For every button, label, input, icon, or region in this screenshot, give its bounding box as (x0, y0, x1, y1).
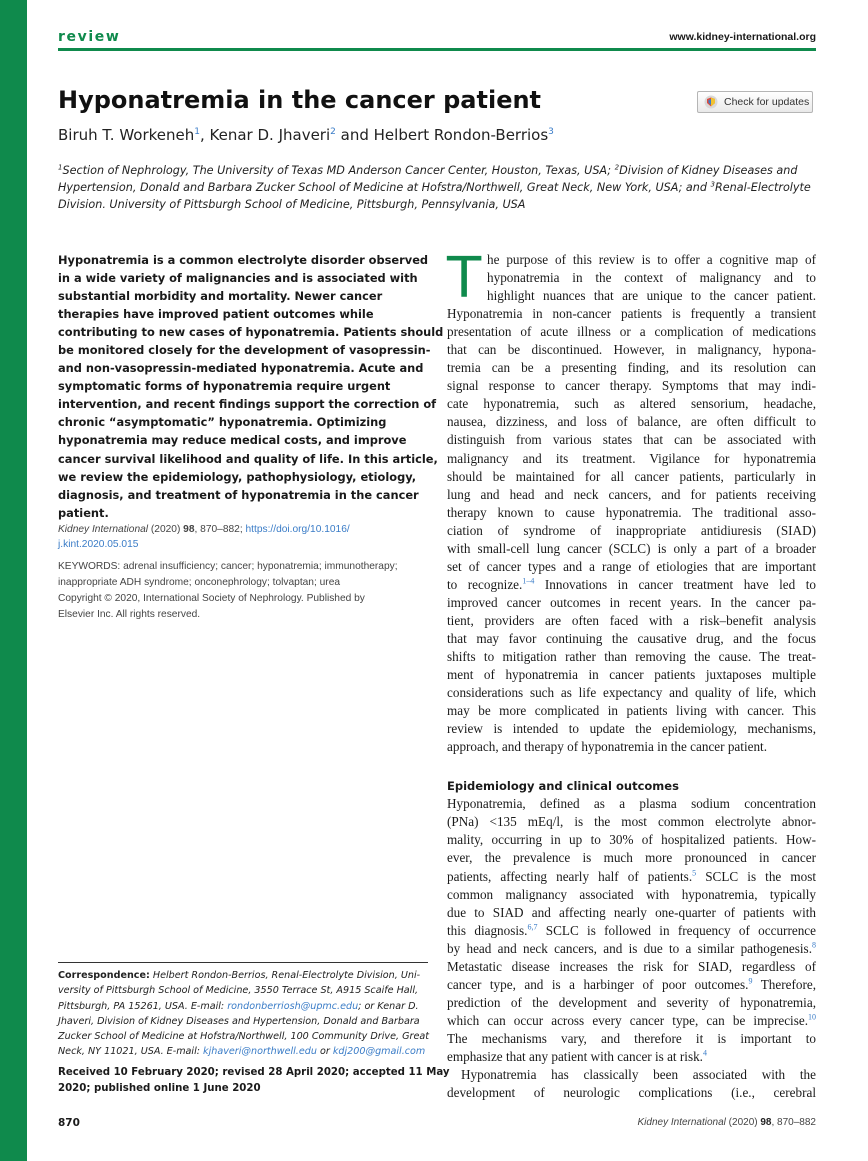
abstract-line: patient. (58, 505, 109, 520)
correspondence-line: versity of Pittsburgh School of Medicine, 3550 Terrace St, A915 Scaife Hall, (58, 985, 419, 997)
body-text: Therefore, (752, 976, 816, 992)
correspondence-text: or (316, 1046, 333, 1058)
citation (58, 522, 428, 552)
body-line (447, 868, 816, 886)
received-line: Received 10 February 2020; revised 28 April 2020; accepted 11 May (58, 1067, 450, 1078)
body-line: due to SIAD and affecting nearly one-quarter of patients with (447, 904, 816, 920)
copyright-line: Copyright © 2020, International Society of Nephrology. Published by (58, 593, 365, 604)
body-line: tient, providers are often faced with a risk–benefit analysis (447, 612, 816, 628)
copyright (58, 591, 428, 622)
body-line: mality, occurring in up to 30% of hospitalized patients. How- (447, 832, 816, 848)
body-line: ment of hyponatremia in cancer patients juxtaposes multiple (447, 667, 816, 683)
doi-link-continued[interactable]: j.kint.2020.05.015 (58, 539, 139, 550)
article-page (58, 0, 816, 1161)
page-number: 870 (58, 1117, 80, 1129)
body-line: set of cancer types and a range of etiologies that are important (447, 558, 816, 574)
body-text: which can occur across every cancer type, can be imprecise. (447, 1012, 808, 1028)
body-line: nausea, dizziness, and loss of balance, are often difficult to (447, 414, 816, 430)
body-line: that can be discontinued. However, in malignancy, hypona- (447, 342, 816, 358)
copyright-line: Elsevier Inc. All rights reserved. (58, 608, 201, 620)
journal-url[interactable]: www.kidney-international.org (669, 31, 816, 43)
body-line (447, 576, 816, 594)
body-line: ever, the prevalence is much more pronounced in cancer (447, 850, 816, 866)
author-name[interactable]: Kenar D. Jhaveri (209, 126, 331, 144)
abstract-line: and non-vasopressin-mediated hyponatremia. Acute and (58, 361, 424, 376)
reference-link[interactable]: 9 (748, 976, 753, 986)
correspondence-text: ; or Kenar D. (358, 1000, 419, 1012)
affiliation-text: Renal-Electrolyte (715, 181, 811, 194)
abstract-line: therapies have improved patient outcomes while (58, 307, 374, 322)
affiliation-number: 3 (710, 180, 716, 189)
abstract-line: chronic “asymptomatic” hyponatremia. Optimizing (58, 415, 387, 430)
abstract-line: be monitored closely for the development of vasopressin- (58, 343, 431, 358)
affiliations (58, 162, 816, 213)
body-line: lung and head and neck cancers, and for patients receiving (447, 486, 816, 502)
check-for-updates-label: Check for updates (724, 96, 810, 108)
keywords-line: KEYWORDS: adrenal insufficiency; cancer; hyponatremia; immunotherapy; (58, 561, 398, 572)
body-line: he purpose of this review is to offer a cognitive map of (487, 252, 816, 267)
footer-citation (638, 1117, 817, 1128)
abstract (58, 251, 444, 522)
body-line: therapy known to cause hyponatremia. The traditional asso- (447, 504, 816, 520)
body-line: with small-cell lung cancer (SCLC) is only a part of a broader (447, 540, 816, 556)
email-link[interactable]: rondonberriosh@upmc.edu (227, 1000, 359, 1012)
section-heading: Epidemiology and clinical outcomes (447, 779, 679, 794)
reference-link[interactable]: 1–4 (522, 576, 535, 586)
page-header (58, 29, 816, 47)
body-line: highlight nuances that are unique to the cancer patient. (487, 288, 816, 304)
body-line: distinguish from various states that can be associated with (447, 432, 816, 448)
correspondence-line (58, 999, 428, 1014)
body-text: Innovations in cancer treatment have led to (534, 576, 817, 592)
body-line (447, 922, 816, 940)
body-line: should be maintained for all cancer patients, particularly in (447, 468, 816, 484)
body-text: to recognize. (447, 576, 523, 592)
correspondence-divider (58, 962, 428, 963)
body-text: this diagnosis. (447, 922, 528, 938)
body-line: review is intended to update the epidemiology, mechanisms, (447, 721, 816, 737)
reference-link[interactable]: 5 (692, 868, 697, 878)
reference-link[interactable]: 10 (808, 1012, 816, 1022)
body-line: considerations such as life expectancy and quality of life, which (447, 685, 816, 701)
drop-cap: T (447, 246, 482, 311)
article-title: Hyponatremia in the cancer patient (58, 86, 542, 114)
citation-pages: , 870–882; (194, 524, 246, 535)
body-line (447, 1012, 816, 1030)
citation-journal: Kidney International (58, 524, 149, 535)
body-line: prediction of the development and severity of hyponatremia, (447, 994, 816, 1010)
section-tag: review (58, 29, 121, 45)
abstract-line: intervention, and recent findings support the correction of (58, 397, 437, 412)
author-affiliation-ref: 2 (330, 127, 336, 137)
correspondence-label: Correspondence: (58, 970, 150, 981)
keywords-line: inappropriate ADH syndrome; onconephrology; tolvaptan; urea (58, 576, 341, 588)
body-line: Metastatic disease increases the risk for SIAD, regardless of (447, 958, 816, 974)
footer-pages: , 870–882 (771, 1117, 816, 1128)
reference-link[interactable]: 8 (812, 940, 816, 950)
author-separator: , (199, 126, 210, 144)
body-line: Hyponatremia, defined as a plasma sodium concentration (447, 796, 816, 812)
author-list (58, 126, 554, 144)
body-text: by head and neck cancers, and is due to a similar pathogenesis. (447, 940, 812, 956)
body-line: signal response to cancer therapy. Symptoms that may indi- (447, 378, 816, 394)
body-line: common malignancy associated with hyponatremia, typically (447, 886, 816, 902)
affiliation-text: Division of Kidney Diseases and (619, 164, 798, 177)
correspondence-line: Jhaveri, Division of Kidney Diseases and Hypertension, Donald and Barbara (58, 1015, 420, 1027)
email-link[interactable]: kjhaveri@northwell.edu (203, 1046, 317, 1058)
body-line: ciation of syndrome of inappropriate antidiuresis (SIAD) (447, 522, 816, 538)
doi-link[interactable]: https://doi.org/10.1016/ (245, 524, 350, 535)
email-link[interactable]: kdj200@gmail.com (332, 1046, 426, 1058)
footer-journal-name: Kidney International (637, 1117, 726, 1128)
body-line: may be more complicated in patients living with cancer. This (447, 703, 816, 719)
correspondence-line (58, 1044, 428, 1059)
received-line: 2020; published online 1 June 2020 (58, 1083, 261, 1094)
received-dates (58, 1065, 450, 1097)
body-text: SCLC is followed in frequency of occurrence (537, 922, 816, 938)
abstract-line: diagnosis, and treatment of hyponatremia in the cancer (58, 487, 419, 502)
correspondence-text: Helbert Rondon-Berrios, Renal-Electrolyte Division, Uni- (149, 970, 421, 981)
body-line (447, 976, 816, 994)
abstract-line: Hyponatremia is a common electrolyte disorder observed (58, 253, 429, 267)
affiliation-line (58, 196, 816, 213)
body-line: approach, and therapy of hyponatremia in the cancer patient. (447, 739, 768, 755)
body-line: malignancy and its treatment. Vigilance for hyponatremia (447, 450, 816, 466)
correspondence-text: Neck, NY 11021, USA. E-mail: (58, 1046, 204, 1058)
correspondence-line: Zucker School of Medicine at Hofstra/Northwell, 100 Community Drive, Great (58, 1031, 429, 1043)
citation-year: (2020) (148, 524, 184, 535)
affiliation-text: Hypertension, Donald and Barbara Zucker School of Medicine at Hofstra/Northwell, Great Neck, New York, USA; and (58, 181, 711, 194)
author-name[interactable]: Biruh T. Workeneh (58, 126, 195, 144)
abstract-line: contributing to new cases of hyponatremia. Patients should (58, 325, 444, 340)
affiliation-text: Division. University of Pittsburgh School of Medicine, Pittsburgh, Pennsylvania, USA (58, 198, 526, 211)
affiliation-line (58, 162, 816, 179)
body-text: patients, affecting nearly half of patients. (447, 868, 693, 884)
reference-link[interactable]: 4 (702, 1048, 707, 1058)
correspondence (58, 968, 428, 1060)
author-separator: and (335, 126, 374, 144)
abstract-line: we review the epidemiology, pathophysiology, etiology, (58, 469, 417, 484)
body-text: SCLC is the most (696, 868, 817, 884)
crossmark-icon (704, 95, 718, 109)
body-line: presentation of acute illness or a complication of medications (447, 324, 816, 340)
body-line: shifts to mitigation rather than removing the cause. The treat- (447, 649, 816, 665)
abstract-line: symptomatic forms of hyponatremia require urgent (58, 379, 391, 394)
body-line: cate hyponatremia, such as altered sensorium, headache, (447, 396, 816, 412)
body-line (447, 940, 816, 958)
body-line: development of neurologic complications (i.e., cerebral (447, 1085, 816, 1101)
author-affiliation-ref: 1 (194, 127, 200, 137)
author-name[interactable]: Helbert Rondon-Berrios (373, 126, 549, 144)
keywords (58, 559, 428, 590)
abstract-line: in a wide variety of malignancies and is associated with (58, 271, 418, 286)
check-for-updates-button[interactable] (697, 91, 813, 113)
body-text: emphasize that any patient with cancer is at risk. (447, 1048, 703, 1064)
body-text-column (447, 246, 817, 1102)
header-divider (58, 48, 816, 51)
author-affiliation-ref: 3 (548, 127, 554, 137)
abstract-line: substantial morbidity and mortality. Newer cancer (58, 289, 383, 304)
body-line: The mechanisms vary, and therefore it is important to (447, 1030, 816, 1046)
body-line (447, 1048, 816, 1066)
affiliation-text: Section of Nephrology, The University of Texas MD Anderson Cancer Center, Houston, Texas, USA; (62, 164, 615, 177)
affiliation-number: 1 (58, 163, 63, 172)
body-line: tremia can be a presenting finding, and its resolution can (447, 360, 816, 376)
body-line: hyponatremia in the context of malignancy and to (487, 270, 816, 286)
body-line: (PNa) <135 mEq/l, is the most common electrolyte abnor- (447, 814, 816, 830)
footer-year: (2020) (725, 1117, 761, 1128)
body-text: cancer type, and is a harbinger of poor outcomes. (447, 976, 749, 992)
reference-link[interactable]: 6,7 (527, 922, 538, 932)
body-line: Hyponatremia has classically been associated with the (461, 1067, 816, 1083)
body-line: improved cancer outcomes in recent years. In the cancer pa- (447, 594, 816, 610)
body-line: that may favor continuing the causative drug, and the focus (447, 630, 816, 646)
affiliation-line (58, 179, 816, 196)
left-color-bar (0, 0, 27, 1161)
footer-volume: 98 (760, 1117, 772, 1128)
correspondence-text: Pittsburgh, PA 15261, USA. E-mail: (58, 1000, 228, 1012)
citation-volume: 98 (183, 524, 195, 535)
body-line: Hyponatremia in non-cancer patients is frequently a transient (447, 306, 816, 322)
abstract-line: hyponatremia may reduce medical costs, and improve (58, 433, 407, 448)
affiliation-number: 2 (614, 163, 620, 172)
citation-line (58, 522, 428, 537)
correspondence-line (58, 968, 428, 983)
abstract-line: cancer survival likelihood and quality of life. In this article, (58, 451, 438, 466)
